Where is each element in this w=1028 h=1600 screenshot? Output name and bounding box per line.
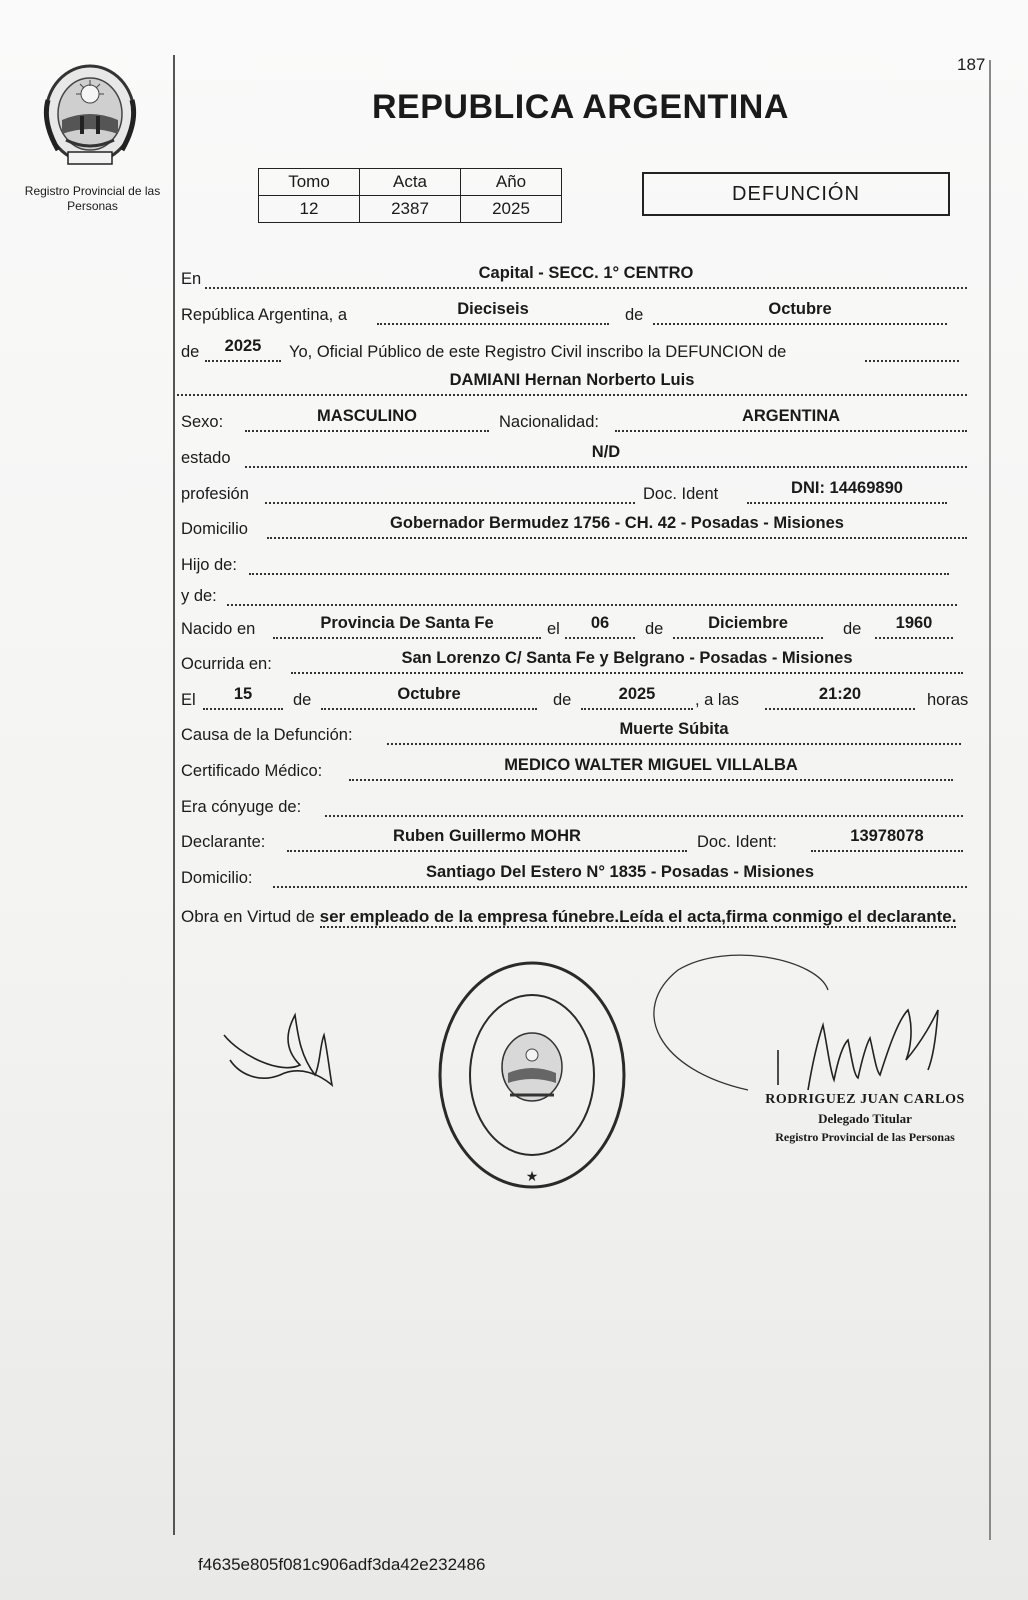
label-doc-ident: Doc. Ident xyxy=(643,485,719,503)
field-declarante-doc xyxy=(811,824,963,852)
label-en: En xyxy=(181,270,202,288)
field-def-anio xyxy=(581,682,693,710)
label-hijo-de: Hijo de: xyxy=(181,556,237,574)
acta-value-acta: 2387 xyxy=(360,196,461,223)
value-nombre: DAMIANI Hernan Norberto Luis xyxy=(449,371,695,389)
label-y-de: y de: xyxy=(181,587,217,605)
value-sexo: MASCULINO xyxy=(317,407,417,425)
value-def-dia: 15 xyxy=(233,685,253,703)
label-horas: horas xyxy=(927,691,969,709)
label-nacido-en: Nacido en xyxy=(181,620,256,638)
value-declarante-domicilio: Santiago Del Estero N° 1835 - Posadas - Misiones xyxy=(425,863,815,881)
official-name: RODRIGUEZ JUAN CARLOS xyxy=(765,1092,965,1107)
field-certificado xyxy=(349,753,953,781)
field-nombre xyxy=(177,368,967,396)
label-sexo: Sexo: xyxy=(181,413,224,431)
official-stamp xyxy=(750,1092,980,1145)
field-def-mes xyxy=(321,682,537,710)
value-lugar: Capital - SECC. 1° CENTRO xyxy=(478,264,694,282)
field-nac-anio xyxy=(875,611,953,639)
value-nacido-en: Provincia De Santa Fe xyxy=(320,614,494,632)
value-obra: ser empleado de la empresa fúnebre.Leída el acta,firma conmigo el declarante. xyxy=(319,907,957,926)
field-declarante xyxy=(287,824,687,852)
field-declarante-domicilio xyxy=(273,860,967,888)
label-de-6: de xyxy=(553,691,572,709)
value-certificado: MEDICO WALTER MIGUEL VILLALBA xyxy=(504,756,798,774)
row-fecha-defuncion xyxy=(181,684,981,710)
page-title: REPUBLICA ARGENTINA xyxy=(372,88,789,126)
row-conyuge xyxy=(181,791,981,817)
field-nacido-en xyxy=(273,611,541,639)
label-profesion: profesión xyxy=(181,485,249,503)
field-mes xyxy=(653,297,947,325)
value-anio: 2025 xyxy=(224,337,262,355)
official-role: Delegado Titular xyxy=(818,1111,912,1126)
value-declarante-doc: 13978078 xyxy=(850,827,924,845)
value-def-mes: Octubre xyxy=(397,685,461,703)
value-dia: Dieciseis xyxy=(457,300,529,318)
official-office: Registro Provincial de las Personas xyxy=(775,1130,955,1144)
field-ocurrida-en xyxy=(291,646,963,674)
label-nacionalidad: Nacionalidad: xyxy=(499,413,599,431)
value-nac-mes: Diciembre xyxy=(708,614,788,632)
field-domicilio xyxy=(267,511,967,539)
value-mes: Octubre xyxy=(768,300,832,318)
field-hijo-de xyxy=(249,547,949,575)
row-y-de xyxy=(181,580,981,606)
row-hijo-de xyxy=(181,549,981,575)
org-name: Registro Provincial de las Personas xyxy=(24,184,161,213)
obra-paragraph xyxy=(181,904,986,930)
value-nacionalidad: ARGENTINA xyxy=(741,407,841,425)
row-ocurrida xyxy=(181,648,981,674)
svg-text:★: ★ xyxy=(525,1168,539,1184)
row-declarante xyxy=(181,826,981,852)
row-nacido xyxy=(181,613,981,639)
field-sexo xyxy=(245,404,489,432)
province-seal-icon xyxy=(40,62,140,172)
field-def-hora xyxy=(765,682,915,710)
field-conyuge xyxy=(325,789,963,817)
official-signature xyxy=(638,950,968,1180)
label-a-las: , a las xyxy=(695,691,740,709)
label-republica: República Argentina, a xyxy=(181,306,348,324)
field-def-dia xyxy=(203,682,283,710)
left-margin-line xyxy=(173,55,175,1535)
acta-header-tomo: Tomo xyxy=(259,169,360,196)
label-declarante: Declarante: xyxy=(181,833,266,851)
label-causa: Causa de la Defunción: xyxy=(181,726,353,744)
field-nac-mes xyxy=(673,611,823,639)
value-domicilio: Gobernador Bermudez 1756 - CH. 42 - Posadas - Misiones xyxy=(390,514,844,532)
right-margin-line xyxy=(989,60,991,1540)
value-ocurrida-en: San Lorenzo C/ Santa Fe y Belgrano - Posadas - Misiones xyxy=(401,649,853,667)
acta-value-anio: 2025 xyxy=(461,196,562,223)
row-anio xyxy=(181,336,981,362)
label-conyuge: Era cónyuge de: xyxy=(181,798,302,816)
label-certificado: Certificado Médico: xyxy=(181,762,323,780)
value-nac-dia: 06 xyxy=(590,614,610,632)
row-estado xyxy=(181,442,981,468)
declarant-signature xyxy=(220,1005,350,1115)
label-domicilio-2: Domicilio: xyxy=(181,869,253,887)
row-domicilio xyxy=(181,513,981,539)
row-lugar xyxy=(181,263,981,289)
field-causa xyxy=(387,717,961,745)
field-profesion xyxy=(265,476,635,504)
value-doc-ident: DNI: 14469890 xyxy=(791,479,903,497)
row-sexo xyxy=(181,406,981,432)
row-certificado xyxy=(181,755,981,781)
label-yo: Yo, Oficial Público de este Registro Civil inscribo la DEFUNCION de xyxy=(289,343,787,361)
registry-stamp-icon xyxy=(432,955,632,1195)
row-domicilio-declarante xyxy=(181,862,981,888)
row-causa xyxy=(181,719,981,745)
field-nac-dia xyxy=(565,611,635,639)
field-estado xyxy=(245,440,967,468)
label-domicilio: Domicilio xyxy=(181,520,248,538)
acta-header-anio: Año xyxy=(461,169,562,196)
field-lugar xyxy=(205,261,967,289)
acta-header-acta: Acta xyxy=(360,169,461,196)
label-de-2: de xyxy=(181,343,200,361)
field-anio xyxy=(205,334,281,362)
field-blank-1 xyxy=(865,334,959,362)
field-doc-ident xyxy=(747,476,947,504)
row-fecha xyxy=(181,299,981,325)
label-doc-ident-2: Doc. Ident: xyxy=(697,833,777,851)
row-profesion xyxy=(181,478,981,504)
label-de-4: de xyxy=(843,620,862,638)
value-def-hora: 21:20 xyxy=(818,685,862,703)
page-number: 187 xyxy=(957,55,986,74)
label-el-2: El xyxy=(181,691,196,709)
label-de-5: de xyxy=(293,691,312,709)
value-causa: Muerte Súbita xyxy=(619,720,729,738)
acta-table xyxy=(258,168,562,223)
field-nacionalidad xyxy=(615,404,967,432)
field-dia xyxy=(377,297,609,325)
value-estado: N/D xyxy=(591,443,621,461)
label-de-1: de xyxy=(625,306,644,324)
value-declarante: Ruben Guillermo MOHR xyxy=(393,827,581,845)
label-obra: Obra en Virtud de xyxy=(181,907,315,926)
value-def-anio: 2025 xyxy=(618,685,656,703)
label-el: el xyxy=(547,620,560,638)
field-y-de xyxy=(227,578,957,606)
acta-value-tomo: 12 xyxy=(259,196,360,223)
value-nac-anio: 1960 xyxy=(895,614,933,632)
row-nombre xyxy=(181,370,981,396)
label-estado: estado xyxy=(181,449,231,467)
label-ocurrida-en: Ocurrida en: xyxy=(181,655,272,673)
document-hash: f4635e805f081c906adf3da42e232486 xyxy=(198,1555,486,1574)
label-de-3: de xyxy=(645,620,664,638)
doc-type-box: DEFUNCIÓN xyxy=(642,172,950,216)
